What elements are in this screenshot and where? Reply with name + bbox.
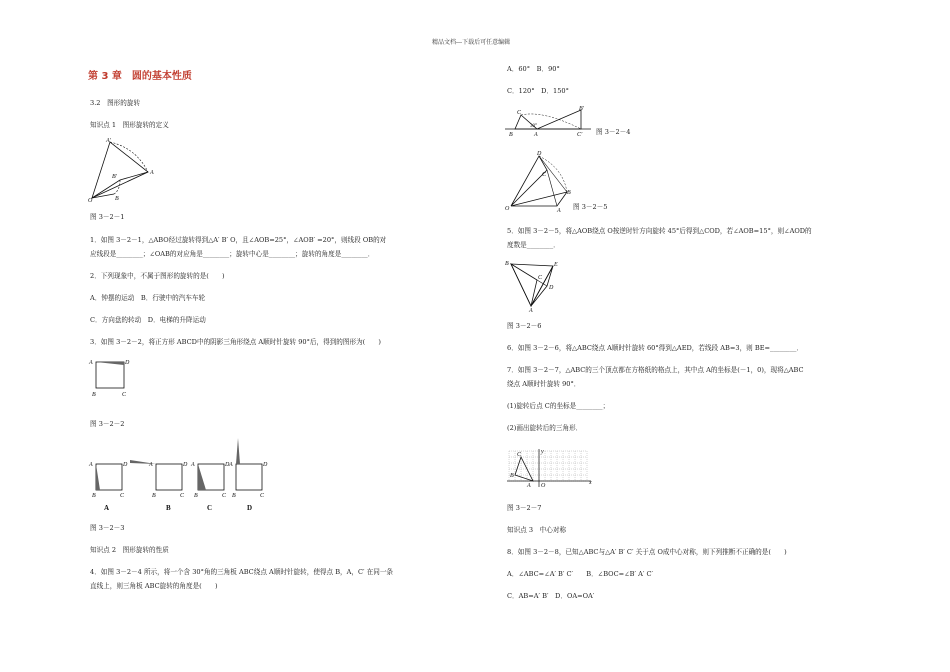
fig5-label-a: A <box>557 208 561 214</box>
fig6-label-a: A <box>529 308 533 314</box>
q4-options-ab: A．60° B．90° <box>507 65 560 73</box>
q8-stem: 8．如图 3－2－8，已知△ABC与△A′ B′ C′ 关于点 O成中心对称，则下列推断不正确的是( ) <box>507 548 787 556</box>
svg-text:C: C <box>180 493 185 499</box>
svg-text:B: B <box>232 493 236 499</box>
fig7-caption: 图 3－2－7 <box>507 504 542 512</box>
fig7-label-c: C <box>517 452 522 458</box>
fig4-caption: 图 3－2－4 <box>596 128 631 136</box>
fig5-label-d: D <box>537 151 542 157</box>
fig5-label-c: C <box>542 172 547 178</box>
figure-3-2-2 <box>88 356 134 398</box>
fig7-label-x: x <box>589 480 592 486</box>
svg-text:C: C <box>222 493 227 499</box>
fig7-label-b: B <box>510 473 514 479</box>
fig1-label-a: A <box>150 170 154 176</box>
fig2-label-d: D <box>125 360 130 366</box>
fig1-label-b-prime: B′ <box>112 174 117 180</box>
page-header: 精品文档---下载后可任意编辑 <box>432 39 511 46</box>
fig4-label-b-prime: B′ <box>579 106 584 112</box>
fig3-option-d: D <box>247 504 253 512</box>
fig6-label-e: E <box>554 262 558 268</box>
svg-text:A: A <box>89 462 93 468</box>
q7-line2: 绕点 A顺时针旋转 90°． <box>507 380 581 388</box>
svg-text:D: D <box>123 462 128 468</box>
section-title: 3.2 图形的旋转 <box>90 99 141 107</box>
svg-text:D: D <box>225 462 230 468</box>
q3-stem: 3．如图 3－2－2，将正方形 ABCD中的阴影三角形绕点 A顺时针旋转 90°后，得到的图形为( ) <box>90 338 382 346</box>
figure-3-2-7 <box>505 447 595 489</box>
q1-line2: 应线段是________；∠OAB的对应角是________；旋转中心是________；旋转的角度是________． <box>90 250 375 258</box>
svg-text:A: A <box>149 462 153 468</box>
q7-sub2: (2)画出旋转后的三角形． <box>507 424 583 432</box>
q6: 6．如图 3－2－6，将△ABC绕点 A顺时针旋转 60°得到△AED，若线段 AB=3，则 BE=________． <box>507 344 804 352</box>
svg-text:C: C <box>260 493 265 499</box>
q4-line1: 4．如图 3－2－4 所示，将一个含 30°角的三角板 ABC绕点 A顺时针旋转，使得点 B，A，C′ 在同一条 <box>90 568 394 576</box>
fig4-label-b: B <box>509 132 513 138</box>
q1-line1: 1．如图 3－2－1，△ABO经过旋转得到△A′ B′ O，且∠AOB=25°，∠AOB′ =20°，则线段 OB的对 <box>90 236 387 244</box>
fig6-caption: 图 3－2－6 <box>507 322 542 330</box>
fig3-option-c: C <box>207 504 213 512</box>
fig3-option-a: A <box>104 504 110 512</box>
fig2-caption: 图 3－2－2 <box>90 420 125 428</box>
q5-line2: 度数是________． <box>507 241 560 249</box>
fig5-label-o: O <box>505 206 510 212</box>
figure-3-2-6 <box>505 256 561 312</box>
fig5-caption: 图 3－2－5 <box>573 203 608 211</box>
svg-text:A: A <box>191 462 195 468</box>
chapter-title: 第 3 章 圆的基本性质 <box>88 71 192 82</box>
fig6-label-c: C <box>538 275 543 281</box>
figure-3-2-4 <box>503 104 593 140</box>
fig3-option-b: B <box>166 504 171 512</box>
q2-stem: 2．下列现象中，不属于图形的旋转的是( ) <box>90 272 225 280</box>
q2-options-cd: C．方向盘的转动 D．电梯的升降运动 <box>90 316 206 324</box>
q8-options-ab: A．∠ABC=∠A′ B′ C′ B．∠BOC=∠B′ A′ C′ <box>507 570 653 578</box>
knowledge-point-1: 知识点 1 图形旋转的定义 <box>90 121 169 129</box>
fig2-label-a: A <box>89 360 93 366</box>
fig1-caption: 图 3－2－1 <box>90 213 125 221</box>
fig2-label-b: B <box>92 392 96 398</box>
fig7-label-a: A <box>527 483 531 489</box>
fig7-label-o: O <box>541 483 546 489</box>
fig1-label-b: B <box>115 196 119 202</box>
svg-text:D: D <box>263 462 268 468</box>
figure-3-2-1 <box>88 136 158 202</box>
q8-options-cd: C．AB=A′ B′ D．OA=OA′ <box>507 592 595 600</box>
fig5-label-b: B <box>567 190 571 196</box>
figure-3-2-3 <box>86 436 276 512</box>
fig4-label-angle: 30° <box>530 124 537 129</box>
fig2-label-c: C <box>122 392 127 398</box>
q7-line1: 7．如图 3－2－7，△ABC的三个顶点都在方格纸的格点上，其中点 A的坐标是(－1，0)，现将△ABC <box>507 366 804 374</box>
fig4-label-a: A <box>534 132 538 138</box>
q7-sub1: (1)旋转后点 C的坐标是________； <box>507 402 610 410</box>
fig7-label-y: y <box>541 449 544 455</box>
fig6-label-b: B <box>505 261 509 267</box>
q4-options-cd: C．120° D．150° <box>507 87 569 95</box>
svg-text:D: D <box>183 462 188 468</box>
knowledge-point-2: 知识点 2 图形旋转的性质 <box>90 546 169 554</box>
svg-text:B: B <box>92 493 96 499</box>
svg-text:B: B <box>152 493 156 499</box>
figure-3-2-5 <box>505 148 575 214</box>
knowledge-point-3: 知识点 3 中心对称 <box>507 526 567 534</box>
svg-text:B: B <box>194 493 198 499</box>
fig6-label-d: D <box>549 285 554 291</box>
fig4-label-c: C <box>517 110 522 116</box>
fig1-label-o: O <box>88 198 93 204</box>
q5-line1: 5．如图 3－2－5，将△AOB绕点 O按逆时针方向旋转 45°后得到△COD，若∠AOB=15°，则∠AOD的 <box>507 227 812 235</box>
q2-options-ab: A．钟摆的运动 B．行驶中的汽车车轮 <box>90 294 206 302</box>
fig1-label-a-prime: A′ <box>106 138 111 144</box>
svg-text:A: A <box>229 462 233 468</box>
q4-line2: 直线上，则三角板 ABC旋转的角度是( ) <box>90 582 218 590</box>
fig3-caption: 图 3－2－3 <box>90 524 125 532</box>
svg-text:C: C <box>120 493 125 499</box>
fig4-label-c-prime: C′ <box>577 132 583 138</box>
